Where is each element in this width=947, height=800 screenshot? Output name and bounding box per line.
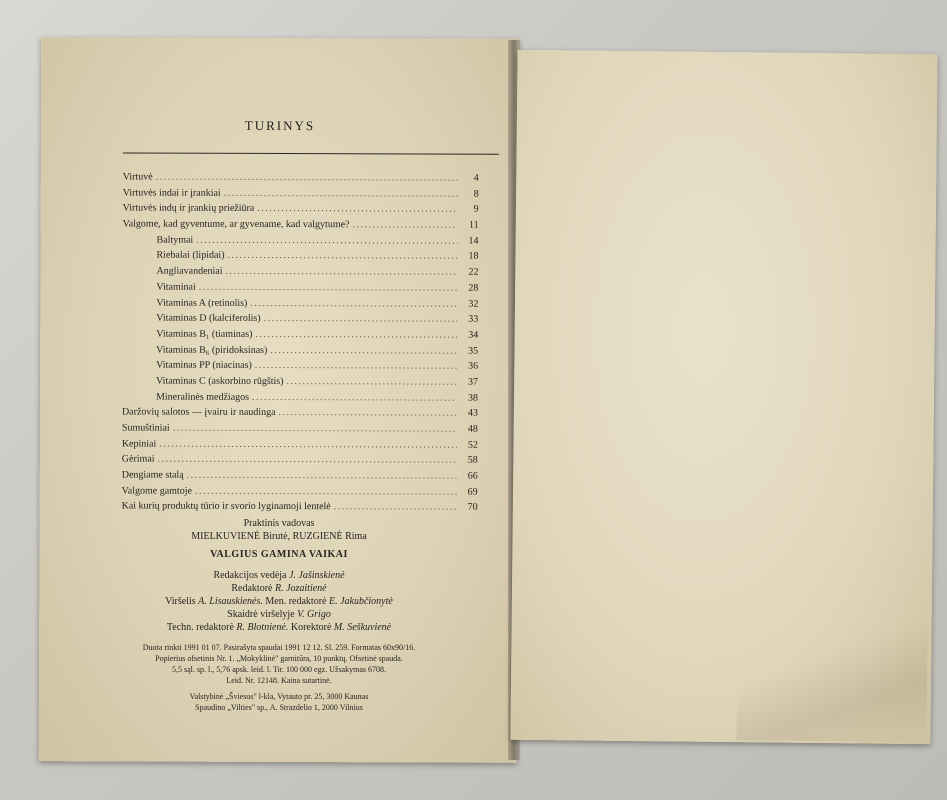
slide-name: V. Grigo	[297, 609, 331, 620]
imprint-editor-chief	[40, 570, 518, 581]
toc-entry	[123, 187, 479, 204]
toc-leader-dots	[226, 266, 458, 278]
toc-entry-page: 8	[473, 188, 479, 200]
toc-leader-dots	[250, 297, 457, 309]
toc-entry-label: Vitaminas D (kalciferolis)	[156, 312, 261, 325]
toc-entry	[122, 438, 478, 455]
toc-leader-dots	[173, 423, 457, 435]
imprint-print-3: 5,5 sąl. sp. l., 5,76 apsk. leid. l. Tir. 100 000 egz. Užsakymas 6708.	[172, 665, 386, 674]
toc-entry-page: 11	[468, 219, 479, 231]
toc-entry-page: 38	[467, 392, 479, 404]
art-editor-label: Men. redaktorė	[265, 596, 327, 607]
editor-name: R. Jozaitienė	[274, 583, 327, 594]
toc-entry	[122, 328, 478, 345]
imprint-tech	[40, 622, 518, 633]
proof-label: Korektorė	[290, 622, 332, 633]
toc-entry	[123, 219, 479, 236]
right-page	[510, 50, 937, 744]
toc-entry-page: 4	[473, 172, 479, 184]
toc-entry-label: Virtuvė	[122, 171, 153, 183]
imprint-print-2: Popierius ofsetinis Nr. 1. „Mokyklinė" garnitūra, 10 punktų. Ofsetinė spauda.	[155, 654, 403, 663]
toc-entry-label: Vitaminas PP (niacinas)	[156, 359, 252, 372]
toc-entry	[123, 171, 479, 188]
toc-divider	[123, 152, 499, 154]
toc-entry-page: 48	[467, 423, 478, 435]
toc-entry-label: Kepiniai	[121, 438, 157, 450]
toc-entry-label: Baltymai	[156, 234, 194, 246]
toc-entry	[122, 360, 478, 377]
toc-entry	[122, 297, 478, 314]
toc-entry	[122, 266, 478, 283]
toc-entry	[122, 485, 478, 502]
toc-entry-label: Vitaminas B₁ (tiaminas)	[156, 328, 253, 340]
imprint-editor	[40, 583, 518, 594]
slide-label: Skaidrė viršelyje	[227, 609, 295, 620]
toc-entry-label: Vitaminas C (askorbino rūgštis)	[156, 375, 284, 387]
toc-entry-page: 28	[468, 282, 479, 294]
toc-entry-label: Dengiame stalą	[121, 469, 184, 481]
imprint-slide	[40, 609, 518, 620]
toc-entry-page: 35	[468, 345, 479, 357]
toc-entry-label: Valgome, kad gyventume, ar gyvename, kad valgytume?	[122, 218, 350, 231]
toc-leader-dots	[224, 187, 458, 199]
toc-leader-dots	[199, 282, 458, 294]
toc-entry-page: 43	[467, 407, 478, 420]
toc-entry-label: Kai kurių produktų tūrio ir svorio lyginamoji lentelė	[121, 500, 331, 513]
toc-entry-label: Riebalai (lipidai)	[156, 250, 225, 262]
toc-entry	[122, 344, 478, 361]
imprint-cover	[40, 596, 518, 607]
toc-entry-page: 36	[468, 360, 479, 372]
toc-leader-dots	[255, 329, 457, 341]
toc-leader-dots	[159, 438, 457, 450]
toc-entry-page: 52	[467, 439, 478, 451]
toc-entry-page: 34	[468, 329, 479, 341]
toc-leader-dots	[228, 250, 458, 262]
toc-entry-page: 9	[473, 204, 479, 216]
toc-entry-label: Sumuštiniai	[121, 422, 170, 434]
tech-label: Techn. redaktorė	[166, 622, 234, 633]
toc-leader-dots	[187, 470, 457, 482]
toc-title: TURINYS	[244, 117, 316, 134]
toc-entry-label: Vitaminas B₆ (piridoksinas)	[156, 344, 268, 356]
toc-entry-label: Valgome gamtoje	[121, 485, 192, 497]
toc-entry-page: 33	[468, 313, 479, 325]
toc-entry	[122, 501, 478, 518]
imprint-publisher-1: Valstybinė „Šviesos" l-kla, Vytauto pr. 25, 3000 Kaunas	[189, 692, 369, 701]
toc-entry	[122, 407, 478, 424]
toc-entry-label: Virtuvės indai ir įrankiai	[122, 187, 221, 199]
editor-chief-name: J. Jašinskienė	[288, 570, 345, 581]
toc-entry	[122, 281, 478, 298]
toc-leader-dots	[252, 392, 457, 404]
proof-name: M. Seškuvienė	[333, 622, 392, 633]
toc-entry-page: 14	[468, 235, 479, 247]
toc-entry-label: Gėrimai	[121, 453, 155, 465]
toc-entry-label: Mineralinės medžiagos	[155, 391, 250, 403]
toc-entry	[122, 422, 478, 439]
toc-leader-dots	[156, 172, 458, 184]
toc-entry-page: 66	[467, 470, 478, 482]
toc-entry-page: 70	[467, 502, 478, 514]
toc-leader-dots	[195, 485, 457, 497]
toc-entry	[122, 313, 478, 330]
cover-label: Viršelis	[165, 596, 196, 607]
imprint-print-4: Leid. Nr. 12148. Kaina sutartinė.	[226, 676, 332, 685]
toc-entry-label: Angliavandeniai	[156, 265, 223, 277]
toc-entry	[122, 375, 478, 392]
toc-leader-dots	[255, 360, 457, 372]
toc-entry-page: 32	[468, 298, 479, 310]
art-editor-name: E. Jakubčionytė	[328, 596, 393, 607]
toc-leader-dots	[352, 219, 457, 230]
imprint-book-title: VALGIUS GAMINA VAIKAI	[210, 549, 348, 560]
toc-entry	[122, 250, 478, 267]
toc-entry	[122, 391, 478, 408]
toc-entry	[123, 203, 479, 220]
paper-crease	[736, 600, 927, 742]
toc-entry-page: 69	[467, 486, 478, 498]
toc-entry-label: Vitaminai	[156, 281, 196, 293]
imprint-authors: MIELKUVIENĖ Birutė, RUZGIENĖ Rima	[191, 531, 367, 542]
toc-leader-dots	[158, 454, 457, 466]
toc-leader-dots	[286, 376, 457, 388]
toc-leader-dots	[334, 502, 457, 513]
toc-leader-dots	[264, 313, 458, 325]
toc-entry-page: 37	[468, 376, 479, 388]
editor-label: Redaktorė	[231, 583, 273, 594]
toc-leader-dots	[270, 345, 457, 357]
toc-entry-page: 22	[468, 266, 479, 278]
toc-entry-label: Vitaminas A (retinolis)	[156, 297, 248, 309]
toc-leader-dots	[257, 203, 457, 215]
toc-leader-dots	[279, 407, 457, 419]
cover-name: A. Lisauskienės.	[198, 596, 263, 607]
table-of-contents	[122, 171, 479, 517]
tech-name: R. Blotnienė.	[236, 622, 289, 633]
toc-entry-page: 58	[467, 455, 478, 467]
toc-entry	[122, 470, 478, 487]
toc-entry-label: Virtuvės indų ir įrankių priežiūra	[122, 202, 255, 215]
imprint-publisher-2: Spaudino „Vilties" sp., A. Strazdelio 1, 2000 Vilnius	[195, 703, 363, 712]
toc-entry	[122, 454, 478, 471]
toc-entry-page: 18	[468, 251, 479, 263]
imprint-print-1: Duota rinkti 1991 01 07. Pasirašyta spaudai 1991 12 12. Sl. 259. Formatas 60x90/16.	[142, 643, 416, 652]
toc-entry-label: Daržovių salotos — įvairu ir naudinga	[121, 406, 276, 419]
editor-chief-label: Redakcijos vedėja	[213, 570, 287, 581]
toc-leader-dots	[196, 234, 457, 246]
toc-entry	[123, 234, 479, 251]
imprint-genre: Praktinis vadovas	[243, 518, 315, 529]
